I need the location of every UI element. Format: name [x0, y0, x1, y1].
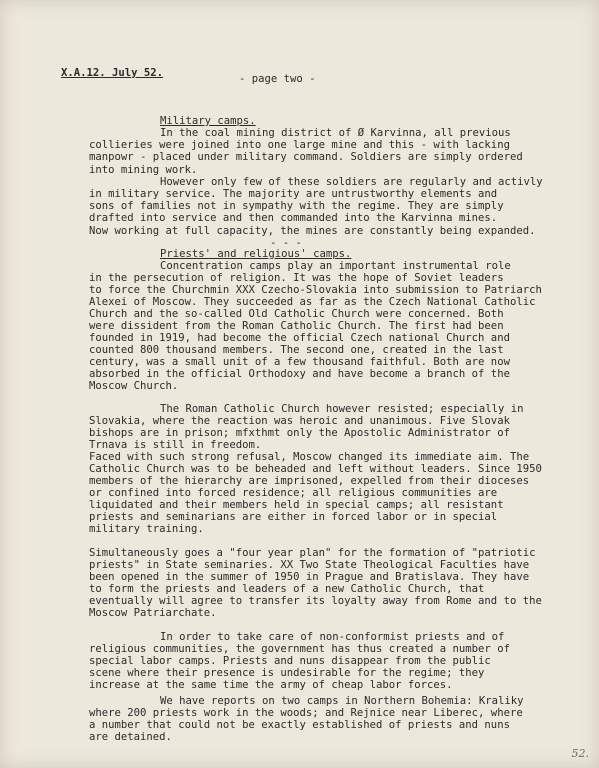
text-line: manpowr - placed under military command. Soldiers are simply ordered [89, 151, 523, 163]
text-line: liquidated and their members held in special camps; all resistant [89, 499, 504, 511]
text-line: military training. [89, 523, 204, 535]
text-line: Catholic Church was to be beheaded and left without leaders. Since 1950 [89, 463, 542, 475]
text-line: In the coal mining district of Ø Karvinna, all previous [160, 127, 511, 139]
text-line: in military service. The majority are untrustworthy elements and [89, 188, 498, 200]
text-line: Alexei of Moscow. They succeeded as far as the Czech National Catholic [89, 296, 536, 308]
text-line: However only few of these soldiers are regularly and activly [160, 176, 543, 188]
text-line: Slovakia, where the reaction was heroic and unanimous. Five Slovak [89, 415, 510, 427]
text-line: were dissident from the Roman Catholic Church. The first had been [89, 320, 504, 332]
page-number: 52. [571, 747, 589, 760]
text-line: been opened in the summer of 1950 in Prague and Bratislava. They have [89, 571, 530, 583]
text-line: a number that could not be exactly established of priests and nuns [89, 719, 510, 731]
section-separator: - - - [270, 237, 302, 249]
section-heading-priests-camps: Priests' and religious' camps. [160, 248, 352, 260]
text-line: In order to take care of non-conformist priests and of [160, 631, 505, 643]
text-line: Faced with such strong refusal, Moscow changed its immediate aim. The [89, 451, 530, 463]
text-line: scene where their presence is undesirable for the regime; they [89, 667, 485, 679]
text-line: members of the hierarchy are imprisoned, expelled from their dioceses [89, 475, 530, 487]
page-label: - page two - [239, 73, 316, 85]
text-line: religious communities, the government has thus created a number of [89, 643, 510, 655]
text-line: The Roman Catholic Church however resisted; especially in [160, 403, 524, 415]
section-heading-military-camps: Military camps. [160, 115, 256, 127]
text-line: priests" in State seminaries. XX Two State Theological Faculties have [89, 559, 530, 571]
text-line: special labor camps. Priests and nuns disappear from the public [89, 655, 491, 667]
text-line: Trnava is still in freedom. [89, 439, 262, 451]
text-line: are detained. [89, 731, 172, 743]
text-line: bishops are in prison; mfxthmt only the Apostolic Administrator of [89, 427, 510, 439]
text-line: where 200 priests work in the woods; and Rejnice near Liberec, where [89, 707, 523, 719]
text-line: We have reports on two camps in Northern Bohemia: Kraliky [160, 695, 524, 707]
text-line: eventually will agree to transfer its loyalty away from Rome and to the [89, 595, 542, 607]
text-line: into mining work. [89, 164, 198, 176]
text-line: Moscow Church. [89, 380, 179, 392]
text-line: sons of families not in sympathy with the regime. They are simply [89, 200, 504, 212]
text-line: collieries were joined into one large mine and this - with lacking [89, 139, 510, 151]
text-line: Moscow Patriarchate. [89, 607, 217, 619]
text-line: to form the priests and leaders of a new Catholic Church, that [89, 583, 485, 595]
text-line: founded in 1919, had become the official Czech national Church and [89, 332, 510, 344]
text-line: increase at the same time the army of cheap labor forces. [89, 679, 453, 691]
text-line: Simultaneously goes a "four year plan" for the formation of "patriotic [89, 547, 536, 559]
document-reference: X.A.12. July 52. [61, 67, 164, 79]
text-line: to force the Churchmin XXX Czecho-Slovakia into submission to Patriarch [89, 284, 542, 296]
text-line: Now working at full capacity, the mines are constantly being expanded. [89, 225, 536, 237]
text-line: or confined into forced residence; all religious communities are [89, 487, 498, 499]
text-line: Church and the so-called Old Catholic Church were concerned. Both [89, 308, 504, 320]
text-line: priests and seminarians are either in forced labor or in special [89, 511, 498, 523]
text-line: Concentration camps play an important instrumental role [160, 260, 511, 272]
text-line: century, was a small unit of a few thousand faithful. Both are now [89, 356, 510, 368]
text-line: counted 800 thousand members. The second one, created in the last [89, 344, 504, 356]
text-line: in the persecution of religion. It was the hope of Soviet leaders [89, 272, 504, 284]
text-line: absorbed in the official Orthodoxy and have become a branch of the [89, 368, 510, 380]
text-line: drafted into service and then commanded into the Karvinna mines. [89, 212, 498, 224]
